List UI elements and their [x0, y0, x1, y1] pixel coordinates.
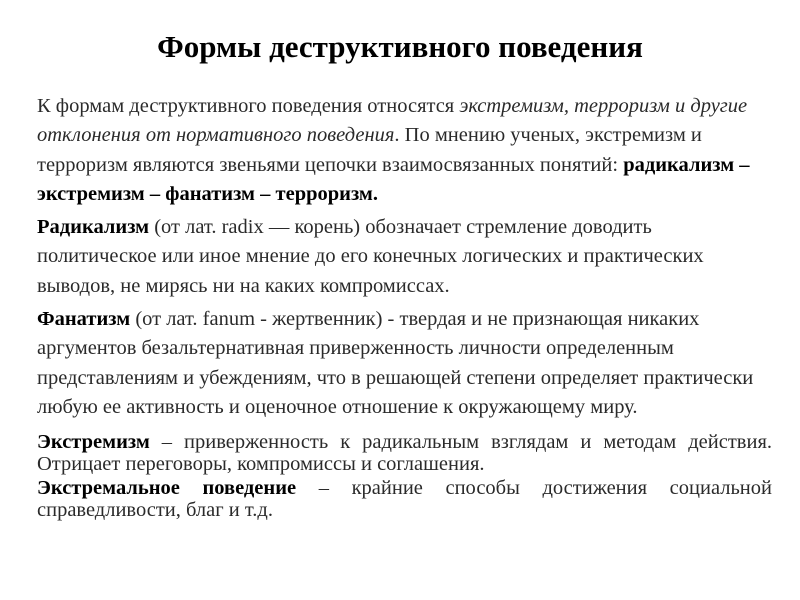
intro-chain-bold: радикализм – экстремизм – фанатизм – терроризм. — [37, 153, 750, 205]
extreme-behavior-paragraph — [37, 477, 772, 521]
radicalism-term: Радикализм — [37, 216, 150, 239]
intro-text-1: К формам деструктивного поведения относятся — [37, 95, 460, 117]
radicalism-definition: (от лат. radix — корень) обозначает стремление доводить политическое или иное мнение до его конечных логических и практических выводов, не мирясь ни на каких компромиссах. — [37, 216, 704, 297]
radicalism-paragraph — [37, 213, 772, 301]
extreme-behavior-term: Экстремальное поведение — [37, 477, 297, 500]
page-title: Формы деструктивного поведения — [157, 29, 643, 64]
extremism-definition: – приверженность к радикальным взглядам и методам действия. Отрицает переговоры, компромиссы и соглашения. — [37, 431, 772, 476]
intro-paragraph — [37, 92, 772, 209]
slide-body — [37, 92, 772, 521]
fanaticism-term: Фанатизм — [37, 308, 131, 331]
extremism-paragraph — [37, 431, 772, 475]
fanaticism-definition: (от лат. fanum - жертвенник) - твердая и не признающая никаких аргументов безальтернативная приверженность личности определенным представлениям и убеждениям, что в решающей степени определяет практически любую ее активность и оценочное отношение к окружающему миру. — [37, 308, 754, 418]
extremism-term: Экстремизм — [37, 431, 150, 454]
intro-text-2: . По мнению ученых, экстремизм и терроризм являются звеньями цепочки взаимосвязанных понятий: — [37, 124, 702, 176]
fanaticism-paragraph — [37, 305, 772, 422]
intro-italic-text: экстремизм, терроризм и другие отклонения от нормативного поведения — [37, 95, 748, 147]
extreme-behavior-definition: – крайние способы достижения социальной справедливости, благ и т.д. — [37, 477, 772, 522]
